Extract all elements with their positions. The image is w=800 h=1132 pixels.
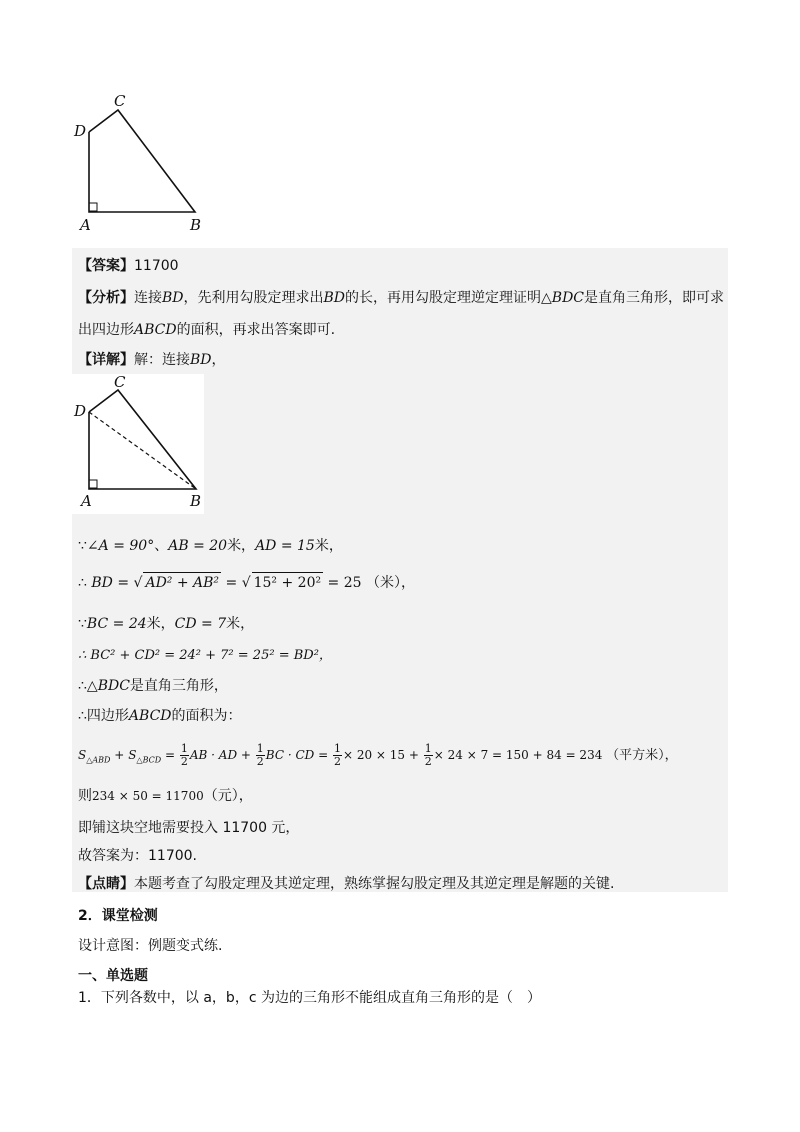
plus: + (114, 748, 125, 762)
label-c: C (114, 374, 126, 391)
step-2 (78, 572, 415, 593)
question-1: 1．下列各数中，以 a，b，c 为边的三角形不能组成直角三角形的是（ ） (78, 990, 541, 1006)
quadrilateral-with-diagonal-figure (72, 374, 204, 514)
section-title: 2．课堂检测 (78, 908, 158, 924)
comment-line (78, 874, 614, 894)
diagonal-bd-dashed (89, 412, 196, 489)
step-3 (78, 614, 254, 634)
label-a: A (81, 492, 92, 510)
step-10: 故答案为：11700. (78, 848, 197, 864)
step-1 (78, 536, 343, 556)
fraction-denominator: 2 (424, 755, 432, 768)
label-a: A (80, 216, 91, 234)
detail-line (78, 350, 226, 370)
term: AB · AD + (189, 748, 251, 762)
step-6 (78, 706, 242, 726)
quadrilateral-outline (89, 110, 195, 212)
area-sub-abd: △ABD (86, 755, 111, 765)
analysis-line-1 (78, 288, 724, 308)
therefore-symbol: ∴ (78, 678, 87, 694)
analysis-text: ，先利用勾股定理求出 (183, 290, 324, 306)
term: BC · CD = (265, 748, 329, 762)
area-sub-bcd: △BCD (136, 755, 162, 765)
step-5 (78, 676, 228, 696)
math-bd: BD (162, 290, 184, 306)
detail-tag: 【详解】 (78, 352, 134, 368)
fraction-half (180, 743, 189, 768)
quadrilateral-outline (89, 390, 196, 489)
math-bc: BC = 24 (86, 616, 147, 632)
right-angle-mark (89, 480, 97, 488)
answer-line (78, 256, 179, 276)
label-c: C (114, 92, 126, 110)
math-bd: BD (190, 352, 212, 368)
answer-value: 11700 (134, 258, 179, 274)
result: = 25 (327, 575, 362, 591)
fraction-numerator: 1 (256, 742, 264, 755)
analysis-tag: 【分析】 (78, 290, 134, 306)
math-abcd: ABCD (134, 322, 177, 338)
area-s: S (78, 748, 87, 762)
unit-text: （元）， (203, 788, 253, 804)
separator: 、 (154, 538, 169, 554)
unit-text: （平方米）， (606, 748, 678, 763)
therefore-symbol: ∴ (78, 708, 87, 724)
quadrilateral-figure (70, 90, 220, 238)
therefore-symbol: ∴ (78, 575, 87, 591)
step-8 (78, 786, 253, 806)
fraction-numerator: 1 (424, 742, 432, 755)
step-9: 即铺这块空地需要投入 11700 元， (78, 820, 300, 836)
fraction-half (256, 743, 265, 768)
right-angle-mark (89, 203, 97, 211)
fraction-denominator: 2 (180, 755, 188, 768)
fraction-denominator: 2 (333, 755, 341, 768)
sqrt-symbol: √ (241, 575, 251, 591)
label-d: D (74, 122, 87, 140)
sqrt-radicand-2: 15² + 20² (252, 572, 323, 593)
unit-text: 米， (227, 538, 256, 554)
analysis-text: 出四边形 (78, 322, 134, 338)
unit-text: 米， (146, 616, 175, 632)
area-s: S (128, 748, 137, 762)
unit-text: 米， (226, 616, 255, 632)
math-abcd: ABCD (128, 708, 172, 724)
equals: = (225, 575, 238, 591)
math-ab: AB = 20 (168, 538, 228, 554)
answer-tag: 【答案】 (78, 258, 134, 274)
math-cd: CD = 7 (174, 616, 227, 632)
step-text: 四边形 (86, 708, 129, 724)
analysis-text: 连接 (134, 290, 162, 306)
detail-text: ， (211, 352, 226, 368)
fraction-half (424, 743, 433, 768)
fraction-denominator: 2 (256, 755, 264, 768)
equals: = (164, 748, 176, 762)
step-text: 的面积为： (171, 708, 242, 724)
detail-text: 解：连接 (134, 352, 190, 368)
math-angle-a: ∠A = 90° (86, 538, 155, 554)
label-d: D (74, 402, 87, 420)
comment-tag: 【点睛】 (78, 876, 134, 892)
math-bd: BD (323, 290, 346, 306)
step-4: ∴ BC² + CD² = 24² + 7² = 25² = BD²， (78, 648, 332, 663)
label-b: B (190, 492, 202, 510)
fraction-half (333, 743, 342, 768)
fraction-numerator: 1 (333, 742, 341, 755)
step-text: 则 (78, 788, 92, 804)
sqrt-radicand-1: AD² + AB² (143, 572, 221, 593)
part-title: 一、单选题 (78, 968, 148, 984)
analysis-text: 的面积，再求出答案即可. (176, 322, 336, 338)
sqrt-symbol: √ (133, 575, 143, 591)
analysis-text: 是直角三角形，即可求 (584, 290, 725, 306)
because-symbol: ∵ (78, 616, 87, 632)
term: × 20 × 15 + (342, 748, 419, 762)
label-b: B (190, 216, 202, 234)
because-symbol: ∵ (78, 538, 87, 554)
step-7-area-formula (78, 740, 678, 775)
unit-text: （米）， (366, 575, 415, 591)
math-triangle-bdc: △BDC (86, 678, 130, 694)
comment-text: 本题考查了勾股定理及其逆定理，熟练掌握勾股定理及其逆定理是解题的关键. (134, 876, 615, 892)
fraction-numerator: 1 (180, 742, 188, 755)
design-intent: 设计意图：例题变式练. (78, 938, 223, 954)
step-text: 是直角三角形， (129, 678, 228, 694)
term: × 24 × 7 = 150 + 84 = 234 (433, 748, 603, 762)
math-triangle-bdc: △BDC (541, 290, 585, 306)
math-bd-eq: BD = (91, 575, 130, 591)
unit-text: 米， (314, 538, 343, 554)
calc: 234 × 50 = 11700 (92, 789, 204, 803)
math-ad: AD = 15 (255, 538, 315, 554)
analysis-line-2 (78, 320, 335, 340)
analysis-text: 的长，再用勾股定理逆定理证明 (345, 290, 542, 306)
